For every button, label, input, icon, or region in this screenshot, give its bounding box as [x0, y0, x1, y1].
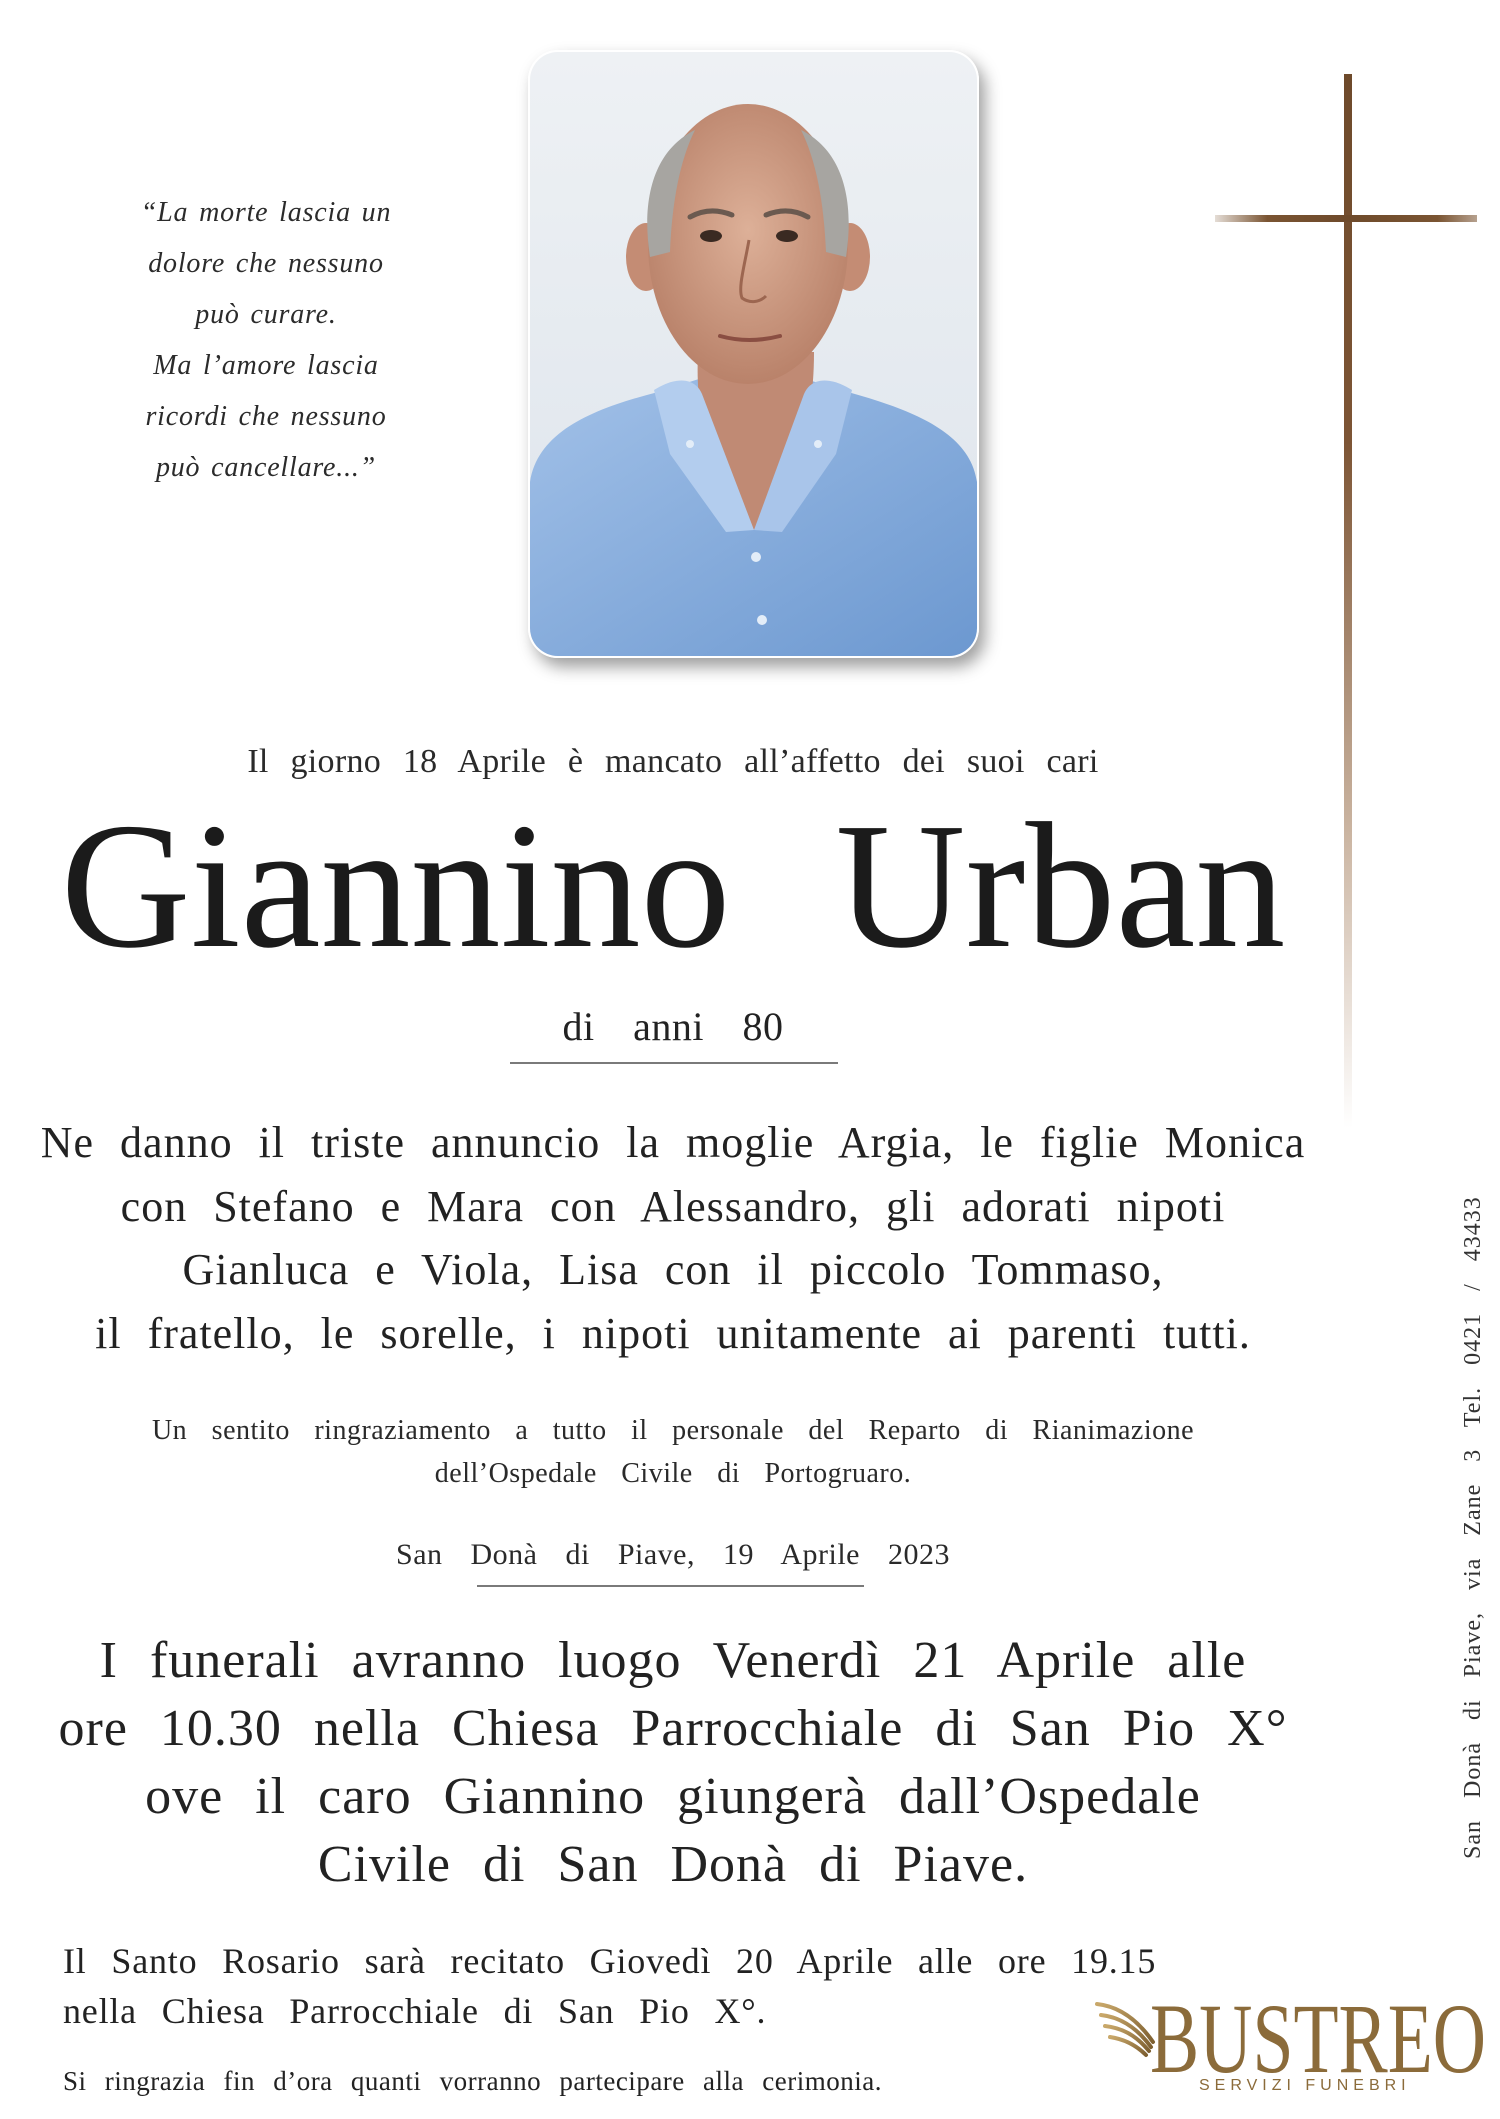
quote-line: può curare. [195, 299, 337, 330]
portrait-photo [528, 50, 979, 658]
hospital-thanks [0, 1409, 1346, 1495]
date-divider [477, 1585, 864, 1587]
deceased-name: Giannino Urban [60, 786, 1286, 985]
deceased-age: di anni 80 [562, 1004, 784, 1049]
quote-line: può cancellare...” [155, 452, 377, 483]
closing-thanks: Si ringrazia fin d’ora quanti vorranno partecipare alla cerimonia. [63, 2066, 882, 2096]
funeral-line: ore 10.30 nella Chiesa Parrocchiale di San Pio X° [58, 1700, 1288, 1757]
announcement-intro: Il giorno 18 Aprile è mancato all’affetto dei suoi cari [247, 743, 1099, 780]
portrait-image [530, 52, 977, 656]
thanks-line: Un sentito ringraziamento a tutto il personale del Reparto di Rianimazione [151, 1415, 1195, 1446]
quote-line: ricordi che nessuno [145, 401, 387, 432]
funeral-line: I funerali avranno luogo Venerdì 21 Aprile alle [99, 1632, 1247, 1689]
quote-line: Ma l’amore lascia [153, 350, 379, 381]
memorial-quote [116, 187, 416, 493]
agency-name [1150, 1995, 1490, 2077]
family-announcement [0, 1111, 1346, 1365]
family-line: Ne danno il triste annuncio la moglie Argia, le figlie Monica [40, 1118, 1306, 1167]
funeral-line: Civile di San Donà di Piave. [317, 1836, 1029, 1893]
family-line: il fratello, le sorelle, i nipoti unitamente ai parenti tutti. [95, 1308, 1251, 1358]
age-divider [510, 1062, 838, 1064]
family-line: Gianluca e Viola, Lisa con il piccolo Tommaso, [182, 1245, 1164, 1294]
quote-line: dolore che nessuno [148, 248, 384, 279]
funeral-details [0, 1627, 1346, 1899]
family-line: con Stefano e Mara con Alessandro, gli adorati nipoti [120, 1181, 1226, 1231]
rosary-line: nella Chiesa Parrocchiale di San Pio X°. [63, 1991, 767, 2031]
place-date: San Donà di Piave, 19 Aprile 2023 [396, 1538, 950, 1571]
quote-line: “La morte lascia un [140, 197, 392, 228]
rosary-line: Il Santo Rosario sarà recitato Giovedì 20 Aprile alle ore 19.15 [63, 1941, 1157, 1981]
funeral-line: ove il caro Giannino giungerà dall’Ospedale [145, 1768, 1201, 1825]
agency-address: San Donà di Piave, via Zane 3 Tel. 0421 / 43433 [1460, 1196, 1486, 1860]
cross-horizontal-bar [1215, 215, 1477, 222]
rosary-details [63, 1936, 1156, 2036]
thanks-line: dell’Ospedale Civile di Portogruaro. [434, 1458, 912, 1489]
agency-tagline: SERVIZI FUNEBRI [1199, 2077, 1411, 2094]
agency-name-text: BUSTREO [1150, 1995, 1486, 2077]
